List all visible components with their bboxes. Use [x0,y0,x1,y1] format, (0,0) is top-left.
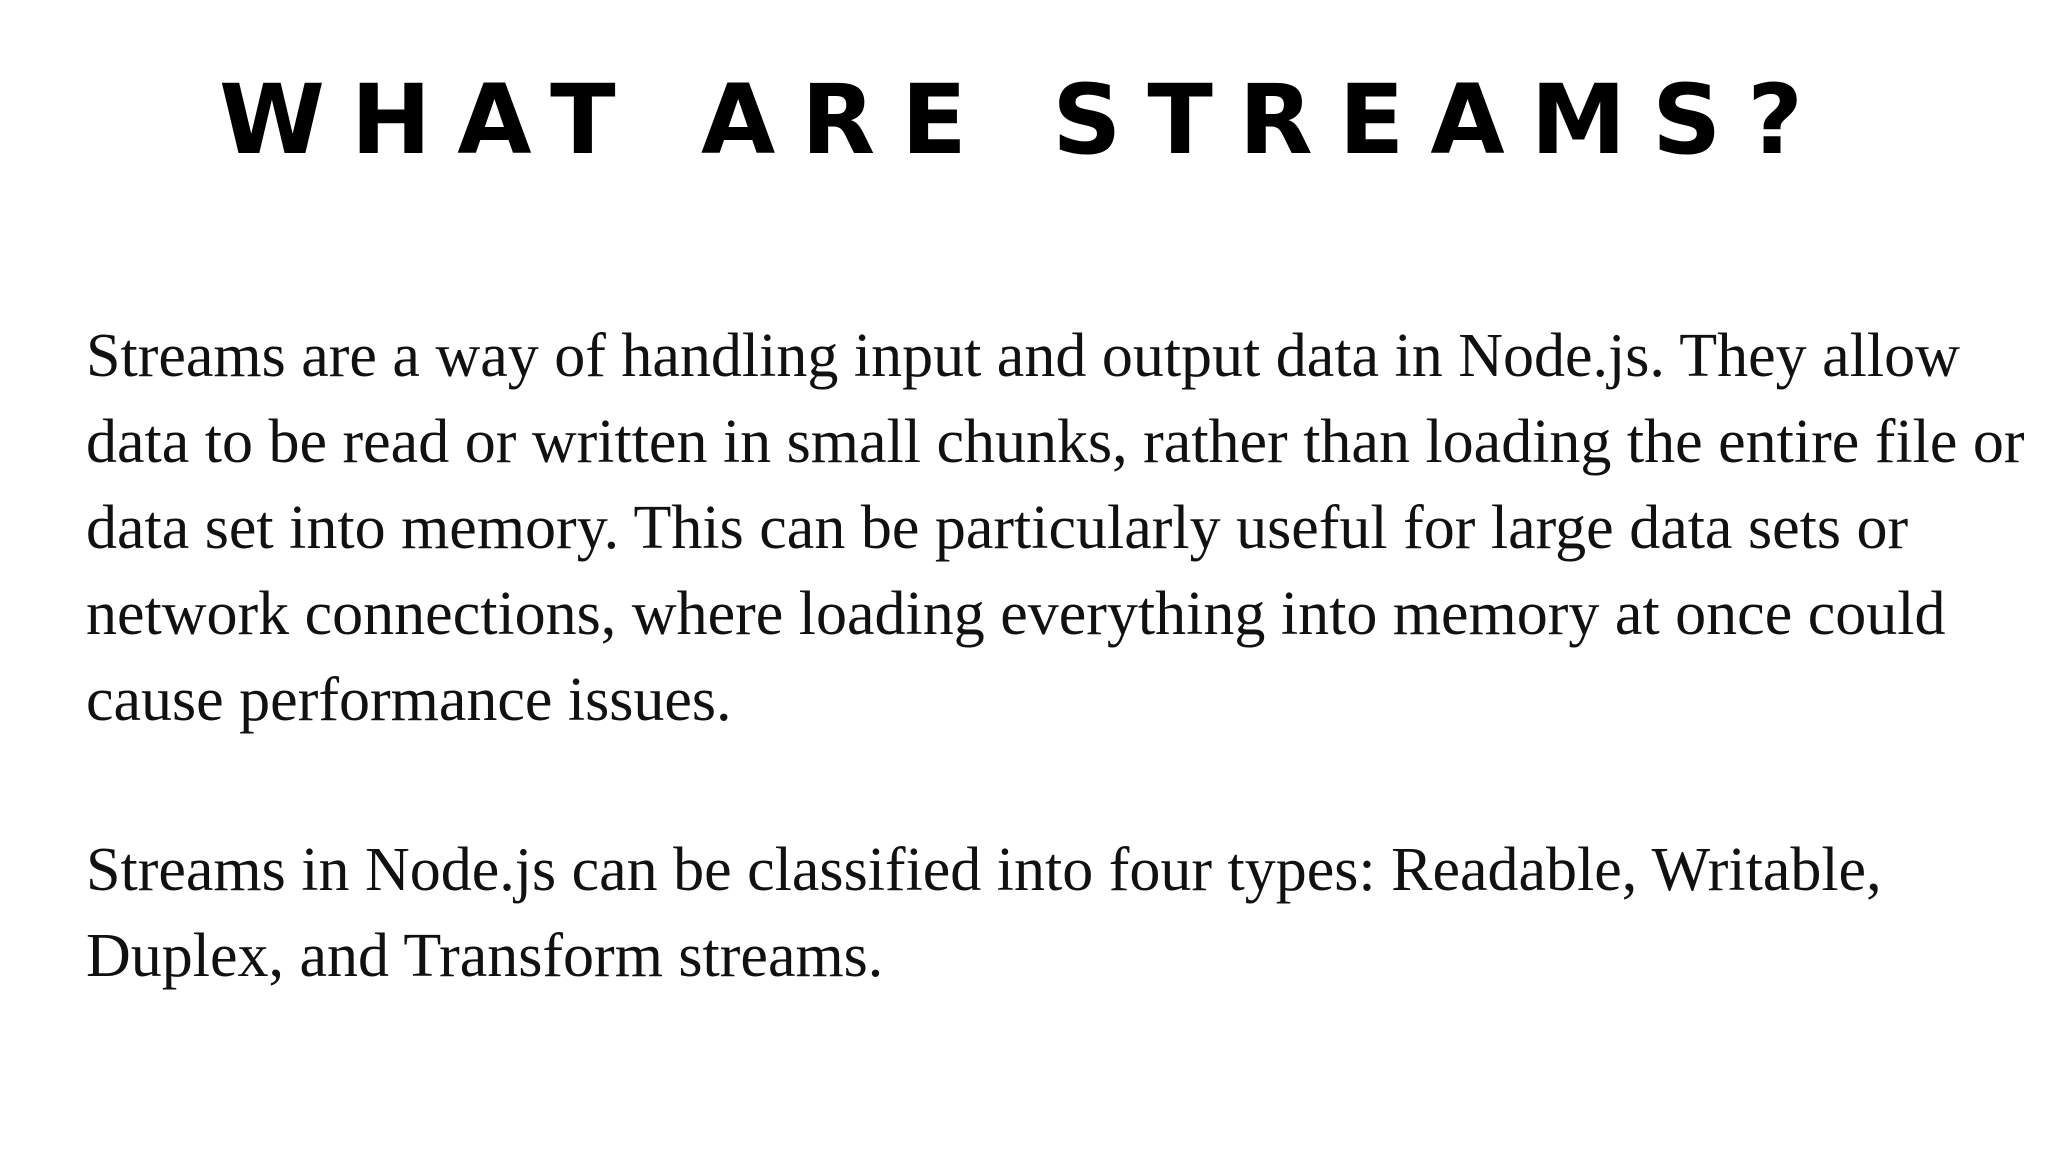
slide-title: WHAT ARE STREAMS? [219,64,1829,176]
paragraph-streams-definition: Streams are a way of handling input and output data in Node.js. They allow data to be read or written in small chunks, rather than loading the entire file or data set into memory. This can be particularly useful for large data sets or network connections, where loading everything into memory at once could cause performance issues. [86,322,2025,734]
paragraph-stream-types: Streams in Node.js can be classified into four types: Readable, Writable, Duplex, and Transform streams. [86,836,1882,990]
